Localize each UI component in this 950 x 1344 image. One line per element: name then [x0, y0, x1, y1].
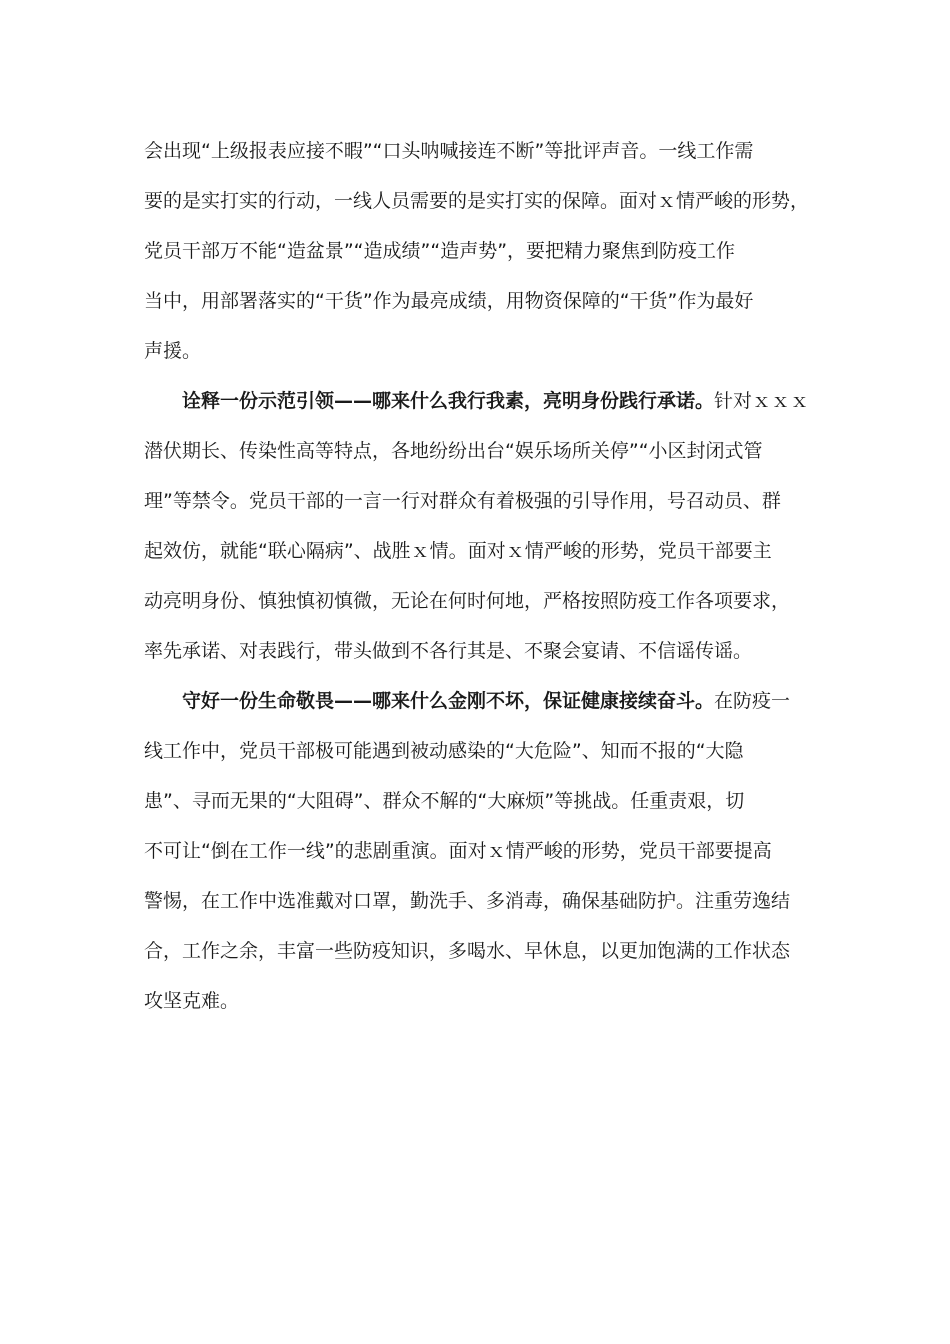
text-line [144, 426, 806, 476]
paragraph-demonstration [144, 376, 810, 676]
text-segment: 起效仿，就能“联心隔病”、战胜ｘ情。面对ｘ情严峻的形势，党员干部要主 [144, 540, 772, 562]
text-line [144, 926, 806, 976]
text-segment: 要的是实打实的行动，一线人员需要的是实打实的保障。面对ｘ情严峻的形势， [144, 190, 810, 212]
text-segment: 在防疫一 [714, 690, 791, 712]
text-line [144, 126, 806, 176]
text-segment: 患”、寻而无果的“大阻碍”、群众不解的“大麻烦”等挑战。任重责艰，切 [144, 790, 745, 812]
document-body [144, 126, 810, 1026]
text-segment: 合，工作之余，丰富一些防疫知识，多喝水、早休息，以更加饱满的工作状态 [144, 940, 791, 962]
paragraph-intro-continuation [144, 126, 810, 376]
text-segment: 攻坚克难。 [144, 990, 240, 1012]
text-line [144, 176, 810, 226]
paragraph-heading: 诠释一份示范引领——哪来什么我行我素，亮明身份践行承诺。 [182, 390, 715, 412]
text-line [144, 576, 806, 626]
text-line [144, 526, 806, 576]
text-segment: 线工作中，党员干部极可能遇到被动感染的“大危险”、知而不报的“大隐 [144, 740, 744, 762]
text-line [144, 876, 806, 926]
text-line [144, 776, 806, 826]
text-segment: 率先承诺、对表践行，带头做到不各行其是、不聚会宴请、不信谣传谣。 [144, 640, 753, 662]
text-segment: 动亮明身份、慎独慎初慎微，无论在何时何地，严格按照防疫工作各项要求， [144, 590, 791, 612]
text-line [144, 376, 810, 426]
text-line [144, 326, 806, 376]
paragraph-life-respect [144, 676, 806, 1026]
text-line [144, 676, 806, 726]
text-line [144, 726, 806, 776]
text-segment: 声援。 [144, 340, 202, 362]
text-segment: 党员干部万不能“造盆景”“造成绩”“造声势”，要把精力聚焦到防疫工作 [144, 240, 736, 262]
text-segment: 针对ｘｘｘ [714, 390, 810, 412]
text-line [144, 626, 806, 676]
text-segment: 警惕，在工作中选准戴对口罩，勤洗手、多消毒，确保基础防护。注重劳逸结 [144, 890, 791, 912]
text-line [144, 276, 806, 326]
text-segment: 理”等禁令。党员干部的一言一行对群众有着极强的引导作用，号召动员、群 [144, 490, 781, 512]
text-line [144, 226, 806, 276]
text-segment: 会出现“上级报表应接不暇”“口头呐喊接连不断”等批评声音。一线工作需 [144, 140, 754, 162]
text-line [144, 976, 806, 1026]
text-line [144, 476, 806, 526]
paragraph-heading: 守好一份生命敬畏——哪来什么金刚不坏，保证健康接续奋斗。 [182, 690, 715, 712]
text-segment: 潜伏期长、传染性高等特点，各地纷纷出台“娱乐场所关停”“小区封闭式管 [144, 440, 763, 462]
text-line [144, 826, 806, 876]
text-segment: 不可让“倒在工作一线”的悲剧重演。面对ｘ情严峻的形势，党员干部要提高 [144, 840, 772, 862]
text-segment: 当中，用部署落实的“干货”作为最亮成绩，用物资保障的“干货”作为最好 [144, 290, 754, 312]
